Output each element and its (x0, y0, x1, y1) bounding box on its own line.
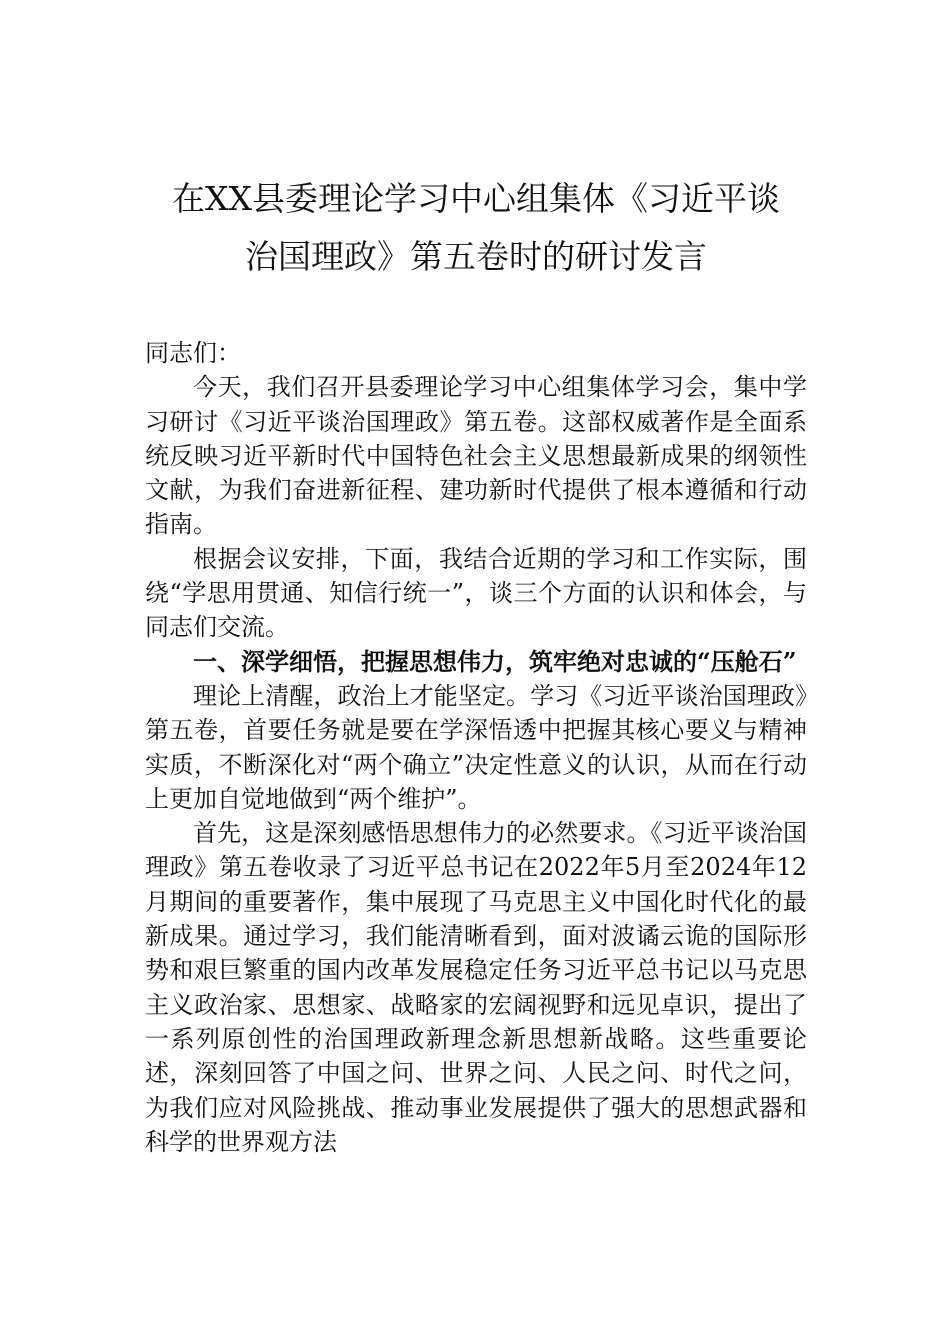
section-1-paragraph-2: 首先，这是深刻感悟思想伟力的必然要求。《习近平谈治国理政》第五卷收录了习近平总书记在2022年5月至2024年12月期间的重要著作，集中展现了马克思主义中国化时代化的最新成果。通过学习，我们能清晰看到，面对波谲云诡的国际形势和艰巨繁重的国内改革发展稳定任务习近平总书记以马克思主义政治家、思想家、战略家的宏阔视野和远见卓识，提出了一系列原创性的治国理政新理念新思想新战略。这些重要论述，深刻回答了中国之问、世界之问、人民之问、时代之问，为我们应对风险挑战、推动事业发展提供了强大的思想武器和科学的世界观方法 (145, 819, 807, 1156)
salutation: 同志们： (145, 339, 241, 367)
title-line-2: 治国理政》第五卷时的研讨发言 (245, 237, 707, 276)
section-heading-1: 一、深学细悟，把握思想伟力，筑牢绝对忠诚的“压舱石” (193, 646, 797, 676)
intro-paragraph-2: 根据会议安排，下面，我结合近期的学习和工作实际，围绕“学思用贯通、知信行统一”，谈三个方面的认识和体会，与同志们交流。 (145, 544, 807, 642)
document-title (145, 170, 807, 286)
document-body (145, 336, 807, 1159)
title-line-1: 在XX县委理论学习中心组集体《习近平谈 (172, 179, 780, 218)
intro-paragraph-1: 今天，我们召开县委理论学习中心组集体学习会，集中学习研讨《习近平谈治国理政》第五卷。这部权威著作是全面系统反映习近平新时代中国特色社会主义思想最新成果的纲领性文献，为我们奋进新征程、建功新时代提供了根本遵循和行动指南。 (145, 373, 807, 539)
section-1-paragraph-1: 理论上清醒，政治上才能坚定。学习《习近平谈治国理政》第五卷，首要任务就是要在学深悟透中把握其核心要义与精神实质，不断深化对“两个确立”决定性意义的认识，从而在行动上更加自觉地做到“两个维护”。 (145, 681, 807, 813)
document-page (145, 170, 807, 1159)
